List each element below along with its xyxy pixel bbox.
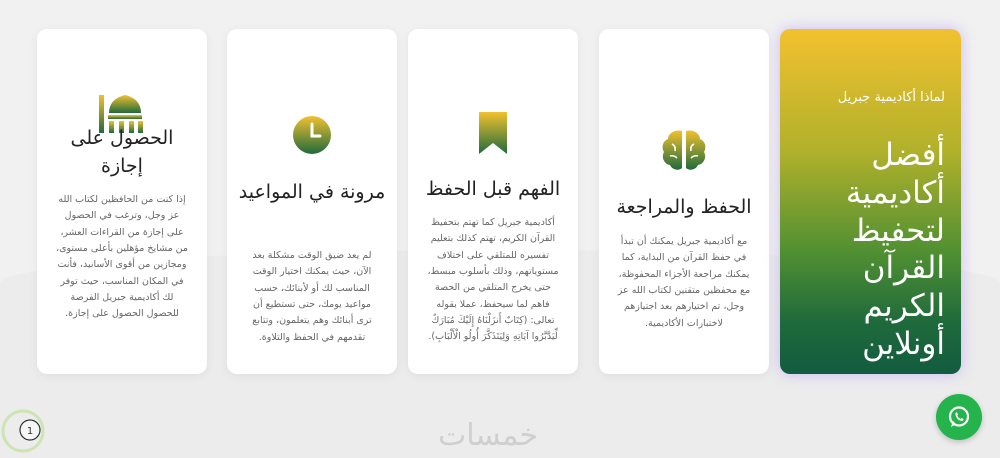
card-description: أكاديمية جبريل كما تهتم بتحفيظ القرآن الكريم، تهتم كذلك بتعليم تفسيره للمتلقي على اختلاف مستوياتهم، وذلك بأسلوب مبسط، حتى يخرج المتلقي من الحصة فاهم لما سيحفظ، عملا بقوله تعالى: (كِتَابٌ أَنزَلْنَاهُ إِلَيْكَ مُبَارَكٌ لِّيَدَّبَّرُوا آيَاتِهِ وَلِيَتَذَكَّرَ أُولُو الْأَلْبَابِ).	[427, 217, 559, 343]
card-title: الحصول على إجازة	[70, 127, 174, 177]
card-description: لم يعد ضيق الوقت مشكلة بعد الآن، حيث يمكنك اختيار الوقت المناسب لك أو لأبنائك، حسب مواعيد يومك، حتى تستطيع أن ترى أبنائك وهم يتعلمون، وتتابع تقدمهم في الحفظ والتلاوة.	[252, 250, 372, 343]
badge-number: 1	[26, 426, 34, 437]
hero-title: أفضل أكاديمية لتحفيظ القرآن الكريم أونلاين	[845, 137, 945, 363]
card-title: الفهم قبل الحفظ	[425, 178, 561, 200]
feature-card-flexible-times	[227, 29, 397, 374]
feature-card-understanding	[408, 29, 578, 374]
hero-card	[780, 29, 961, 374]
whatsapp-button[interactable]	[936, 394, 982, 440]
watermark: خمسات	[438, 418, 539, 453]
clock-icon	[227, 114, 397, 160]
bookmark-icon	[408, 112, 578, 160]
feature-card-ijazah	[37, 29, 207, 374]
card-title: مرونة في المواعيد	[238, 181, 386, 203]
card-description: مع أكاديمية جبريل يمكنك أن تبدأ في حفظ القرآن من البداية، كما يمكنك مراجعة الأجزاء المحفوظة، مع محفظين متقنين لكتاب الله عز وجل، تم اختيارهم بعد اجتيازهم لاختبارات الأكاديمية.	[617, 236, 751, 329]
brain-icon	[599, 128, 769, 176]
card-description: إذا كنت من الحافظين لكتاب الله عز وجل، وترغب في الحصول على إجازة من القراءات العشر، من مشايخ مؤهلين بأعلى مستوى، ومجازين من أقوى الأسانيد، فأنت في المكان المناسب، حيث توفر لك أكاديمية جبريل الفرصة للحصول الحصول على إجازة.	[56, 194, 188, 320]
hero-subtitle: لماذا أكاديمية جبريل	[837, 90, 945, 105]
feature-card-memorization	[599, 29, 769, 374]
card-title: الحفظ والمراجعة	[616, 196, 752, 218]
whatsapp-icon	[946, 404, 972, 430]
version-badge	[0, 408, 46, 454]
